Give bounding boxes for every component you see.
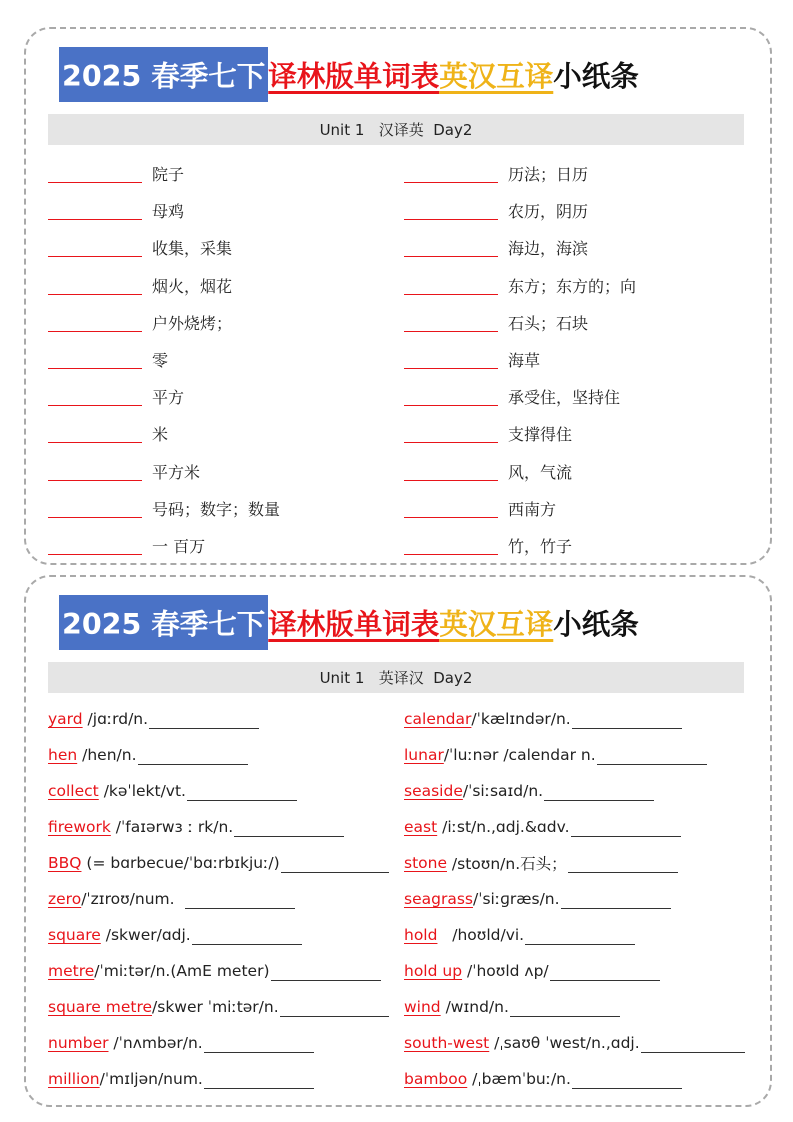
english-word: wind xyxy=(404,998,441,1016)
answer-blank xyxy=(48,276,142,295)
answer-blank xyxy=(234,818,344,837)
phonetic: /skwer ˈmiːtər/n. xyxy=(152,998,279,1016)
vocab-row xyxy=(404,881,749,917)
answer-blank xyxy=(404,462,498,481)
right-column xyxy=(404,155,749,564)
answer-blank xyxy=(48,201,142,220)
vocab-row xyxy=(48,953,398,989)
chinese-meaning: 米 xyxy=(152,425,169,445)
answer-blank xyxy=(404,276,498,295)
phonetic: /hoʊld/vi. xyxy=(437,926,525,944)
vocab-row xyxy=(48,415,398,452)
phonetic: /jɑːrd/n. xyxy=(82,710,149,728)
chinese-meaning: 支撑得住 xyxy=(508,425,573,445)
vocab-row xyxy=(404,192,749,229)
vocab-row xyxy=(48,527,398,564)
chinese-meaning: 海边，海滨 xyxy=(508,239,589,259)
vocab-row xyxy=(48,155,398,192)
phonetic: /ˈsiːsaɪd/n. xyxy=(462,782,544,800)
phonetic: /stoʊn/n.石头； xyxy=(447,855,567,873)
title-wordlist: 译林版单词表 xyxy=(268,60,440,93)
answer-blank xyxy=(525,926,635,945)
phonetic: /ˈhoʊld ʌp/ xyxy=(462,962,549,980)
phonetic: /ˈkælɪndər/n. xyxy=(471,710,571,728)
title-wordlist: 译林版单词表 xyxy=(268,608,440,641)
phonetic: /ˌsaʊθ ˈwest/n.,ɑdj. xyxy=(489,1034,640,1052)
vocab-row xyxy=(404,845,749,881)
vocab-row xyxy=(48,845,398,881)
english-word: stone xyxy=(404,854,447,872)
english-word: yard xyxy=(48,710,83,728)
answer-blank xyxy=(641,1034,745,1053)
english-word: zero xyxy=(48,890,82,908)
vocab-row xyxy=(48,453,398,490)
answer-blank xyxy=(281,854,389,873)
phonetic: /ˈmɪljən/num. xyxy=(99,1070,203,1088)
answer-blank xyxy=(404,499,498,518)
title-year-season: 2025 春季七下 xyxy=(59,47,268,102)
vocab-row xyxy=(404,341,749,378)
english-word: seagrass xyxy=(404,890,473,908)
vocab-row xyxy=(404,490,749,527)
phonetic: /iːst/n.,ɑdj.&ɑdv. xyxy=(437,818,570,836)
vocab-row xyxy=(404,267,749,304)
chinese-meaning: 石头；石块 xyxy=(508,313,589,333)
page-title xyxy=(59,47,639,102)
chinese-meaning: 承受住，坚持住 xyxy=(508,388,621,408)
vocab-row xyxy=(404,155,749,192)
vocab-row xyxy=(404,1025,749,1061)
chinese-meaning: 一 百万 xyxy=(152,536,206,556)
answer-blank xyxy=(138,746,248,765)
chinese-to-english-card xyxy=(24,27,772,565)
english-word: hold up xyxy=(404,962,463,980)
answer-blank xyxy=(48,499,142,518)
phonetic: /skwer/ɑdj. xyxy=(100,926,191,944)
phonetic: (= bɑrbecue/ˈbɑːrbɪkjuː/) xyxy=(81,854,280,872)
answer-blank xyxy=(572,1070,682,1089)
chinese-meaning: 烟火，烟花 xyxy=(152,276,233,296)
vocab-row xyxy=(48,773,398,809)
vocab-row xyxy=(404,989,749,1025)
answer-blank xyxy=(572,710,682,729)
english-word: collect xyxy=(48,782,99,800)
vocab-row xyxy=(404,527,749,564)
section-subtitle: Unit 1 英译汉 Day2 xyxy=(48,662,744,693)
answer-blank xyxy=(404,424,498,443)
english-word: south-west xyxy=(404,1034,490,1052)
phonetic: /wɪnd/n. xyxy=(440,998,509,1016)
left-column xyxy=(48,701,398,1097)
chinese-meaning: 竹，竹子 xyxy=(508,536,573,556)
answer-blank xyxy=(404,201,498,220)
vocab-row xyxy=(404,809,749,845)
vocab-row xyxy=(404,1061,749,1097)
answer-blank xyxy=(149,710,259,729)
english-word: BBQ xyxy=(48,854,82,872)
title-slip: 小纸条 xyxy=(553,608,639,641)
vocab-row xyxy=(404,415,749,452)
answer-blank xyxy=(187,782,297,801)
vocab-row xyxy=(48,1025,398,1061)
chinese-meaning: 院子 xyxy=(152,165,185,185)
english-word: hold xyxy=(404,926,438,944)
answer-blank xyxy=(597,746,707,765)
answer-blank xyxy=(510,998,620,1017)
english-word: square xyxy=(48,926,101,944)
answer-blank xyxy=(404,536,498,555)
chinese-meaning: 收集，采集 xyxy=(152,239,233,259)
english-word: number xyxy=(48,1034,109,1052)
vocab-row xyxy=(48,881,398,917)
vocab-row xyxy=(48,1061,398,1097)
vocab-row xyxy=(404,701,749,737)
chinese-meaning: 海草 xyxy=(508,351,541,371)
vocab-row xyxy=(48,304,398,341)
chinese-meaning: 平方 xyxy=(152,388,185,408)
chinese-meaning: 零 xyxy=(152,351,169,371)
section-subtitle: Unit 1 汉译英 Day2 xyxy=(48,114,744,145)
chinese-meaning: 西南方 xyxy=(508,499,557,519)
vocab-row xyxy=(48,341,398,378)
vocab-row xyxy=(48,378,398,415)
vocab-row xyxy=(48,490,398,527)
phonetic: /ˌbæmˈbuː/n. xyxy=(467,1070,571,1088)
vocab-row xyxy=(404,953,749,989)
vocab-row xyxy=(404,773,749,809)
english-word: lunar xyxy=(404,746,444,764)
vocab-row xyxy=(48,989,398,1025)
phonetic: /ˈsiːɡræs/n. xyxy=(472,890,560,908)
english-word: seaside xyxy=(404,782,463,800)
phonetic: /ˈnʌmbər/n. xyxy=(108,1034,203,1052)
phonetic: /ˈfaɪərwɜ ː rk/n. xyxy=(110,818,234,836)
title-slip: 小纸条 xyxy=(553,60,639,93)
phonetic: /ˈmiːtər/n.(AmE meter) xyxy=(94,962,270,980)
phonetic: /kəˈlekt/vt. xyxy=(98,782,186,800)
chinese-meaning: 号码；数字；数量 xyxy=(152,499,281,519)
answer-blank xyxy=(280,998,389,1017)
title-translation: 英汉互译 xyxy=(439,60,554,93)
answer-blank xyxy=(48,462,142,481)
answer-blank xyxy=(404,387,498,406)
vocab-row xyxy=(48,917,398,953)
vocab-row xyxy=(48,192,398,229)
vocab-row xyxy=(404,378,749,415)
vocab-row xyxy=(404,737,749,773)
english-word: bamboo xyxy=(404,1070,468,1088)
vocab-row xyxy=(404,453,749,490)
chinese-meaning: 历法；日历 xyxy=(508,165,589,185)
answer-blank xyxy=(204,1070,314,1089)
answer-blank xyxy=(48,536,142,555)
vocab-row xyxy=(48,737,398,773)
phonetic: /ˈluːnər /calendar n. xyxy=(443,746,596,764)
answer-blank xyxy=(48,164,142,183)
english-word: metre xyxy=(48,962,95,980)
english-word: million xyxy=(48,1070,100,1088)
answer-blank xyxy=(271,962,381,981)
vocab-row xyxy=(404,304,749,341)
phonetic: /ˈzɪroʊ/num. xyxy=(81,890,185,908)
answer-blank xyxy=(568,854,678,873)
chinese-meaning: 风，气流 xyxy=(508,462,573,482)
right-column xyxy=(404,701,749,1097)
answer-blank xyxy=(571,818,681,837)
answer-blank xyxy=(404,164,498,183)
chinese-meaning: 母鸡 xyxy=(152,202,185,222)
phonetic: /hen/n. xyxy=(77,746,137,764)
answer-blank xyxy=(48,238,142,257)
answer-blank xyxy=(185,890,295,909)
answer-blank xyxy=(48,387,142,406)
vocab-row xyxy=(48,809,398,845)
english-word: calendar xyxy=(404,710,472,728)
answer-blank xyxy=(404,350,498,369)
answer-blank xyxy=(404,238,498,257)
answer-blank xyxy=(204,1034,314,1053)
english-to-chinese-card xyxy=(24,575,772,1107)
answer-blank xyxy=(192,926,302,945)
chinese-meaning: 户外烧烤； xyxy=(152,313,233,333)
answer-blank xyxy=(550,962,660,981)
chinese-meaning: 东方；东方的；向 xyxy=(508,276,637,296)
answer-blank xyxy=(404,313,498,332)
chinese-meaning: 平方米 xyxy=(152,462,201,482)
vocab-row xyxy=(404,229,749,266)
chinese-meaning: 农历，阴历 xyxy=(508,202,589,222)
answer-blank xyxy=(48,424,142,443)
left-column xyxy=(48,155,398,564)
answer-blank xyxy=(48,313,142,332)
answer-blank xyxy=(48,350,142,369)
vocab-row xyxy=(404,917,749,953)
title-translation: 英汉互译 xyxy=(439,608,554,641)
vocab-row xyxy=(48,229,398,266)
english-word: east xyxy=(404,818,438,836)
answer-blank xyxy=(561,890,671,909)
title-year-season: 2025 春季七下 xyxy=(59,595,268,650)
vocab-row xyxy=(48,701,398,737)
english-word: firework xyxy=(48,818,111,836)
english-word: square metre xyxy=(48,998,153,1016)
english-word: hen xyxy=(48,746,78,764)
answer-blank xyxy=(544,782,654,801)
page-title xyxy=(59,595,639,650)
vocab-row xyxy=(48,267,398,304)
